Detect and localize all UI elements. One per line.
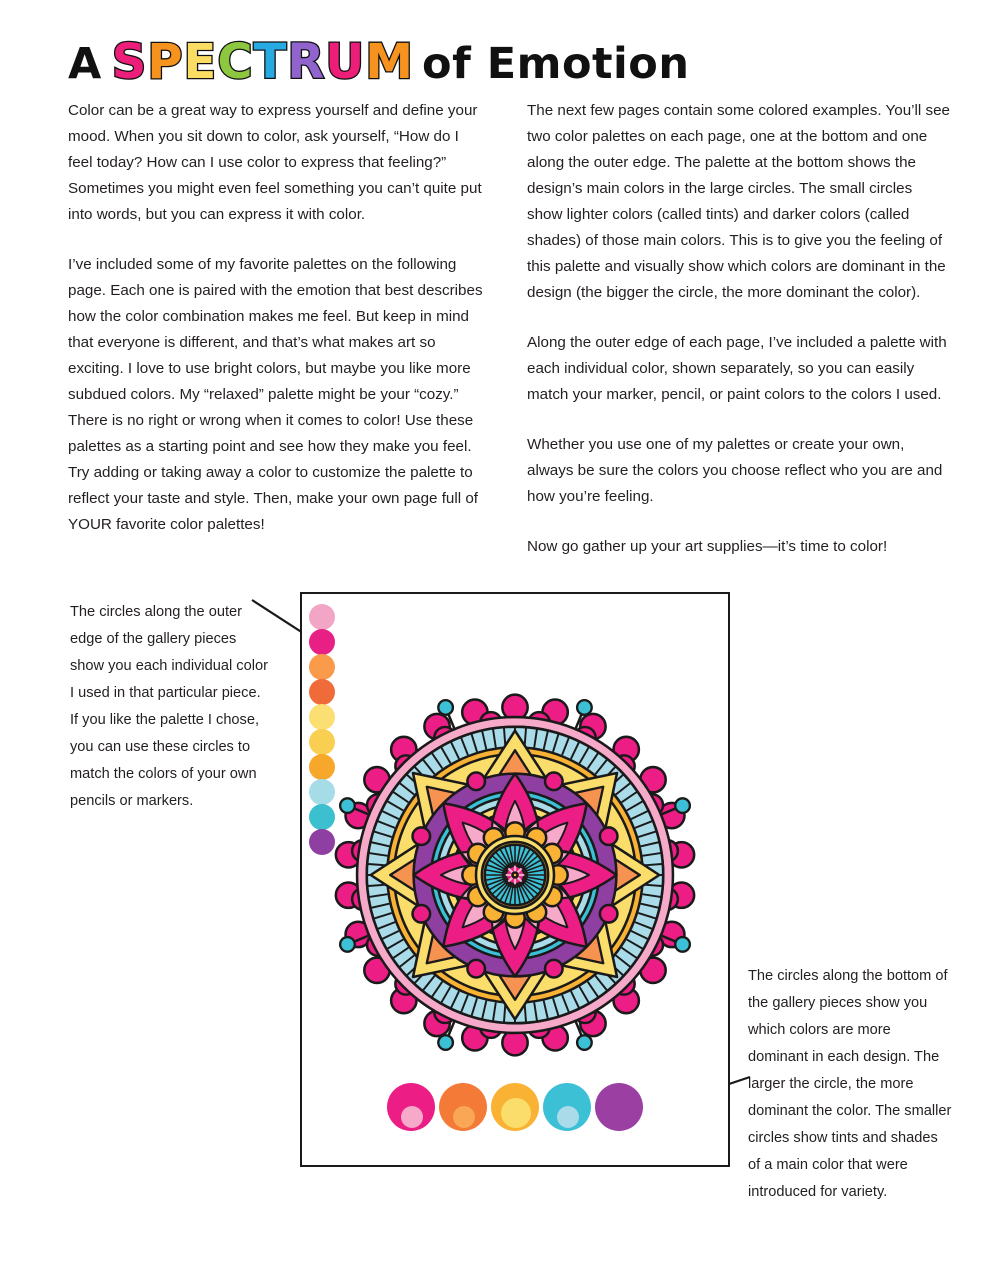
title-letter-p-1: P xyxy=(147,34,184,90)
intro-right-paragraph-3: Whether you use one of my palettes or create your own, always be sure the colors you choose reflect who you are and how you’re feeling. xyxy=(527,436,943,505)
title-letter-r-5: R xyxy=(287,34,326,90)
intro-left-paragraph-2: I’ve included some of my favorite palettes on the following page. Each one is paired with the emotion that best describes how the color combination makes me feel. But keep in mind that everyone is different, and that’s what makes art so exciting. I love to use bright colors, but maybe you like more subdued colors. My “relaxed” palette might be your “cozy.” There is no right or wrong when it comes to color! Use these palettes as a starting point and see how they make you feel. Try adding or taking away a color to customize the palette to reflect your taste and style. Then, make your own page full of YOUR favorite color palettes! xyxy=(68,256,483,533)
title-tail: of Emotion xyxy=(422,39,690,89)
title-letter-e-2: E xyxy=(183,34,218,90)
callout-edge-palette: The circles along the outer edge of the gallery pieces show you each individual color I used in that particular piece. If you like the palette I chose, you can use these circles to match the colors of your own pencils or markers. xyxy=(70,604,268,809)
edge-swatch-magenta[interactable] xyxy=(309,629,335,655)
title-letter-m-7: M xyxy=(365,34,415,90)
page-title xyxy=(68,34,948,96)
dominance-main-purple xyxy=(595,1083,643,1131)
edge-swatch-light-orange[interactable] xyxy=(309,654,335,680)
edge-swatch-light-pink[interactable] xyxy=(309,604,335,630)
callout-bottom-palette: The circles along the bottom of the gallery pieces show you which colors are more dominant in each design. The larger the circle, the more dominant the color. The smaller circles show tints and shades of a main color that were introduced for variety. xyxy=(748,968,952,1200)
intro-text-left-column xyxy=(68,98,486,538)
intro-right-paragraph-1: The next few pages contain some colored examples. You’ll see two color palettes on each page, one at the bottom and one along the outer edge. The palette at the bottom shows the design’s main colors in the large circles. The small circles show lighter colors (called tints) and darker colors (called shades) of those main colors. This is to give you the feeling of this palette and visually show which colors are dominant in the design (the bigger the circle, the more dominant the color). xyxy=(527,102,950,301)
title-letter-u-6: U xyxy=(325,34,366,90)
title-letter-t-4: T xyxy=(253,34,288,90)
intro-right-paragraph-4: Now go gather up your art supplies—it’s time to color! xyxy=(527,538,888,555)
intro-text-right-column xyxy=(527,98,951,560)
intro-left-paragraph-1: Color can be a great way to express yourself and define your mood. When you sit down to color, ask yourself, “How do I feel today? How can I use color to express that feeling?” Sometimes you might even feel something you can’t quite put into words, but you can express it with color. xyxy=(68,102,482,223)
dominance-swatch-magenta[interactable] xyxy=(387,1083,435,1131)
gallery-piece-frame xyxy=(300,592,730,1167)
title-lead: A xyxy=(68,39,102,89)
bottom-dominance-palette xyxy=(302,1083,728,1131)
dominance-tint-magenta xyxy=(401,1106,423,1128)
intro-right-paragraph-2: Along the outer edge of each page, I’ve included a palette with each individual color, shown separately, so you can easily match your marker, pencil, or paint colors to the colors I used. xyxy=(527,334,947,403)
mandala-illustration xyxy=(320,680,710,1070)
dominance-swatch-teal[interactable] xyxy=(543,1083,591,1131)
dominance-swatch-orange[interactable] xyxy=(439,1083,487,1131)
title-letter-c-3: C xyxy=(217,34,254,90)
dominance-tint-orange xyxy=(453,1106,475,1128)
dominance-swatch-gold[interactable] xyxy=(491,1083,539,1131)
dominance-tint-teal xyxy=(557,1106,579,1128)
dominance-tint-gold xyxy=(501,1098,531,1128)
dominance-swatch-purple[interactable] xyxy=(595,1083,643,1131)
title-spectrum-word xyxy=(112,34,414,90)
title-letter-s-0: S xyxy=(111,34,148,90)
